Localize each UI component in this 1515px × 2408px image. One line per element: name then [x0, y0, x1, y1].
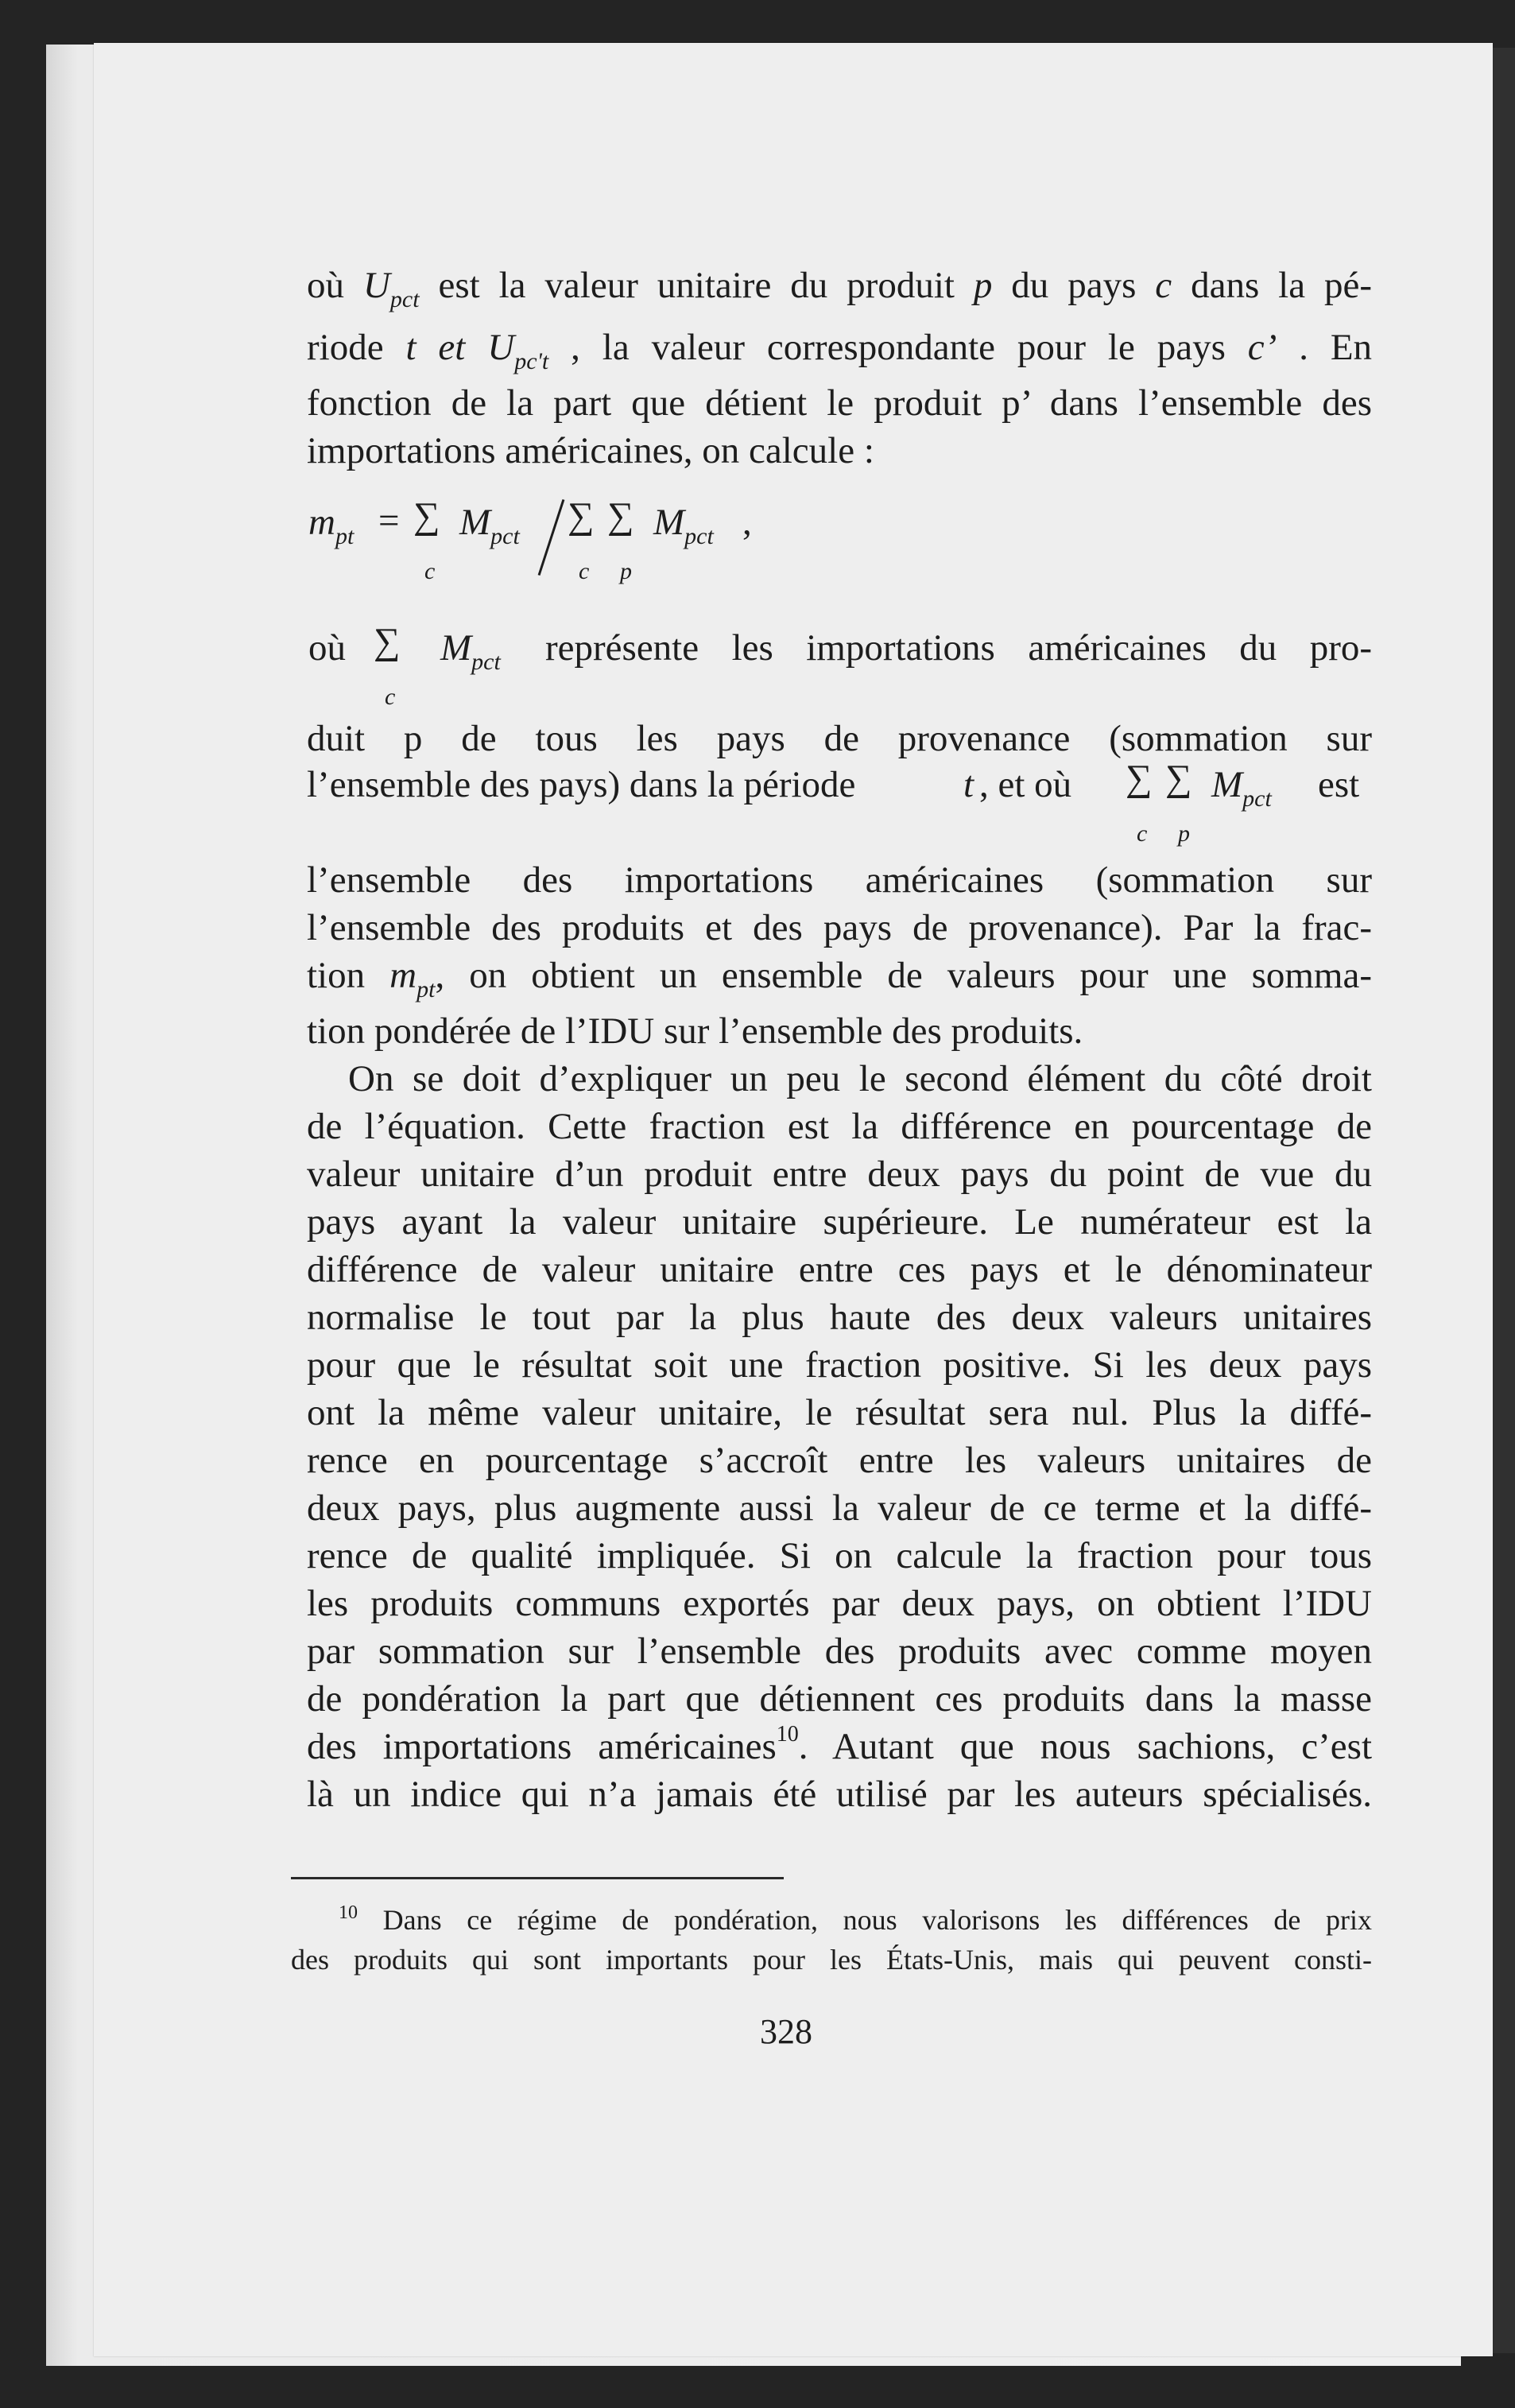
- word: tion: [307, 955, 366, 996]
- word: où: [307, 265, 344, 306]
- var-U-pct-prime: $U_{pc't}$: [487, 327, 549, 374]
- para2-line: différence de valeur unitaire entre ces pays et le dénominateur: [307, 1249, 1372, 1290]
- sum-index-c: c: [385, 684, 396, 710]
- para2-line: ont la même valeur unitaire, le résultat sera nul. Plus la diffé-: [307, 1392, 1372, 1433]
- text-fragment: du pays: [1011, 265, 1137, 306]
- var-t: t: [405, 327, 417, 368]
- var-M-pct: $M_{pct}$: [1211, 764, 1272, 812]
- text-line-7: [307, 758, 1372, 851]
- sum-index-p: p: [620, 558, 632, 584]
- eq-M-pct-num: $M_{pct}$: [459, 502, 520, 549]
- footnote-text: Dans ce régime de pondération, nous valorisons les différences de prix: [382, 1904, 1372, 1936]
- sum-index-c: c: [424, 558, 436, 584]
- var-U-pct: $U_{pct}$: [362, 265, 420, 312]
- para2-line: On se doit d’expliquer un peu le second élément du côté droit: [348, 1058, 1372, 1099]
- text-line-1: [307, 262, 1372, 313]
- text-line-10: [307, 952, 1372, 1003]
- fraction-slash: [538, 499, 565, 576]
- footnote-line-1: [339, 1900, 1372, 1944]
- text-line-5: [307, 621, 1372, 714]
- para2-line: valeur unitaire d’un produit entre deux pays du point de vue du: [307, 1154, 1372, 1195]
- footnote-separator: [291, 1877, 784, 1879]
- var-m-pt: $m_{pt}$: [389, 955, 436, 1002]
- sum-index-c: c: [579, 558, 590, 584]
- var-c: c: [1155, 265, 1172, 306]
- sum-symbol: ∑: [1126, 758, 1153, 799]
- footnote-number: 10: [339, 1902, 358, 1923]
- var-M-pct: $M_{pct}$: [440, 627, 501, 675]
- para2-line: de pondération la part que détiennent ces produits dans la masse: [307, 1678, 1372, 1720]
- text-line-4: importations américaines, on calcule :: [307, 430, 874, 471]
- para2-line: pour que le résultat soit une fraction positive. Si les deux pays: [307, 1344, 1372, 1386]
- text-line-8: l’ensemble des importations américaines (sommation sur: [307, 859, 1372, 901]
- text-fragment: . Autant que nous sachions, c’est: [798, 1726, 1372, 1767]
- word: est: [1318, 764, 1360, 805]
- text-fragment: représente les importations américaines du pro-: [545, 627, 1372, 669]
- text-line-6: duit p de tous les pays de provenance (sommation sur: [307, 718, 1372, 759]
- para2-line: rence de qualité impliquée. Si on calcule la fraction pour tous: [307, 1535, 1372, 1576]
- para2-line: par sommation sur l’ensemble des produits avec comme moyen: [307, 1631, 1372, 1672]
- text-fragment: . En: [1299, 327, 1373, 368]
- para2-line: les produits communs exportés par deux pays, on obtient l’IDU: [307, 1583, 1372, 1624]
- var-t: t: [963, 764, 974, 805]
- sum-symbol: ∑: [413, 495, 440, 537]
- para2-line: de l’équation. Cette fraction est la différence en pourcentage de: [307, 1106, 1372, 1147]
- text-line-9: l’ensemble des produits et des pays de provenance). Par la frac-: [307, 907, 1372, 948]
- para2-line: deux pays, plus augmente aussi la valeur de ce terme et la diffé-: [307, 1487, 1372, 1529]
- para2-line-footnote-ref: [307, 1724, 1372, 1775]
- text-fragment: est la valeur unitaire du produit: [438, 265, 955, 306]
- text-line-11: tion pondérée de l’IDU sur l’ensemble des produits.: [307, 1010, 1083, 1052]
- para2-line: normalise le tout par la plus haute des deux valeurs unitaires: [307, 1297, 1372, 1338]
- footnote-reference: 10: [776, 1722, 799, 1747]
- var-c-prime: c’: [1247, 327, 1277, 368]
- text-fragment: l’ensemble des pays) dans la période: [307, 764, 856, 805]
- para2-line: pays ayant la valeur unitaire supérieure. Le numérateur est la: [307, 1201, 1372, 1243]
- para2-line: là un indice qui n’a jamais été utilisé par les auteurs spécialisés.: [307, 1774, 1372, 1815]
- text-fragment: , on obtient un ensemble de valeurs pour une somma-: [435, 955, 1372, 996]
- text-fragment: , la valeur correspondante pour le pays: [571, 327, 1226, 368]
- eq-comma: ,: [742, 502, 752, 543]
- para2-line: rence en pourcentage s’accroît entre les valeurs unitaires de: [307, 1440, 1372, 1481]
- page-number: 328: [760, 2012, 812, 2051]
- text-fragment: riode: [307, 327, 384, 368]
- sum-symbol: ∑: [374, 621, 401, 662]
- eq-equals: =: [378, 500, 400, 541]
- sum-symbol: ∑: [1165, 758, 1192, 799]
- text-fragment: des importations américaines: [307, 1726, 777, 1767]
- word: où: [308, 627, 346, 669]
- equation-m-pt: [307, 495, 1022, 588]
- var-p: p: [973, 265, 993, 306]
- text-line-3: fonction de la part que détient le produit p’ dans l’ensemble des: [307, 382, 1372, 424]
- text-fragment: , et où: [979, 764, 1072, 805]
- sum-index-c: c: [1137, 820, 1148, 847]
- footnote-line-2: des produits qui sont importants pour les États-Unis, mais qui peuvent consti-: [291, 1944, 1372, 1976]
- sum-index-p: p: [1178, 820, 1190, 847]
- sum-symbol: ∑: [607, 495, 634, 537]
- sum-symbol: ∑: [568, 495, 595, 537]
- eq-lhs: $m_{pt}$: [308, 502, 355, 549]
- eq-M-pct-den: $M_{pct}$: [653, 502, 714, 549]
- var-et: et: [438, 327, 466, 368]
- text-fragment: dans la pé-: [1191, 265, 1373, 306]
- text-line-2: [307, 324, 1372, 375]
